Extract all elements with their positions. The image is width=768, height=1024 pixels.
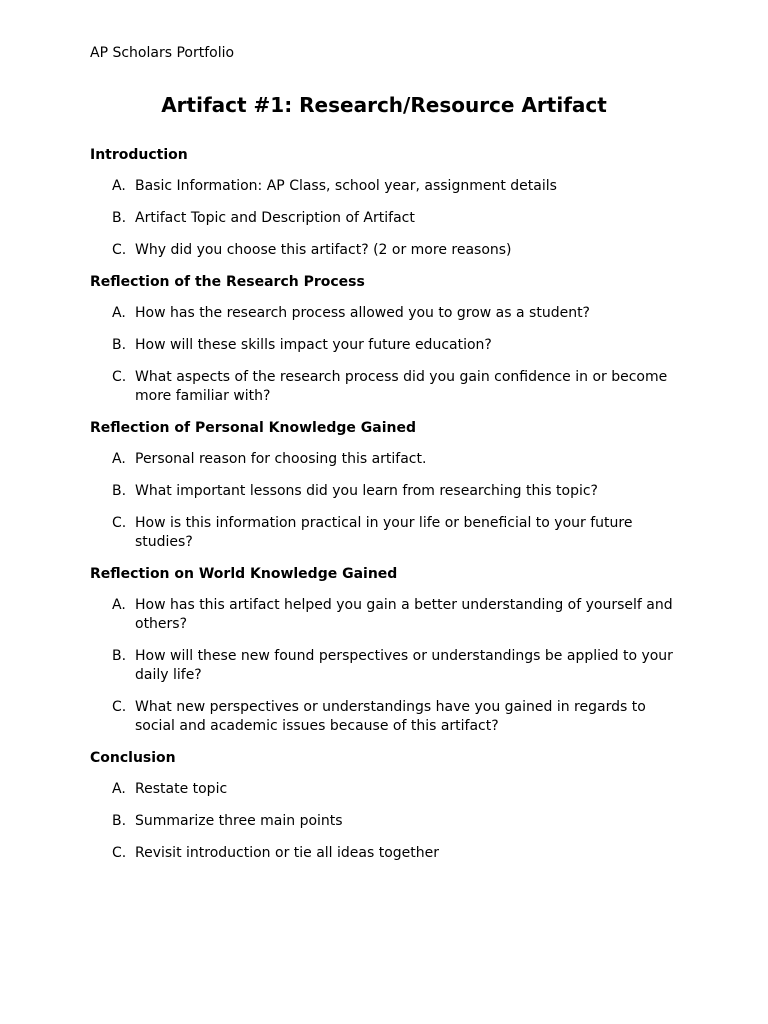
- list-item: [90, 336, 678, 355]
- list-item-text: How will these new found perspectives or understandings be applied to your daily life?: [135, 648, 673, 683]
- outline: [90, 146, 678, 863]
- list-item-text: Restate topic: [135, 781, 228, 797]
- list-item-text: What aspects of the research process did you gain confidence in or become more familiar with?: [135, 369, 668, 404]
- list-item: [90, 844, 678, 863]
- list-item: [90, 241, 678, 260]
- list-marker: C.: [112, 515, 127, 531]
- list-marker: A.: [112, 597, 126, 613]
- list-marker: B.: [112, 648, 127, 664]
- section-conclusion: [90, 749, 678, 863]
- list-item: [90, 698, 678, 736]
- list-item-text: Revisit introduction or tie all ideas together: [135, 845, 440, 861]
- list-marker: B.: [112, 483, 127, 499]
- section-introduction: [90, 146, 678, 260]
- list-marker: A.: [112, 305, 126, 321]
- section-heading: Reflection on World Knowledge Gained: [90, 566, 398, 582]
- item-list: [90, 780, 678, 863]
- section-heading: Introduction: [90, 147, 188, 163]
- list-item-text: What new perspectives or understandings have you gained in regards to social and academic issues because of this artifact?: [135, 699, 646, 734]
- list-item-text: How has the research process allowed you to grow as a student?: [135, 305, 590, 321]
- list-item-text: Why did you choose this artifact? (2 or more reasons): [135, 242, 512, 258]
- list-item-text: Basic Information: AP Class, school year, assignment details: [135, 178, 557, 194]
- list-item: [90, 647, 678, 685]
- list-item-text: Artifact Topic and Description of Artifact: [135, 210, 415, 226]
- list-item-text: How is this information practical in your life or beneficial to your future studies?: [135, 515, 633, 550]
- list-marker: A.: [112, 781, 126, 797]
- item-list: [90, 177, 678, 260]
- list-item-text: Summarize three main points: [135, 813, 343, 829]
- section-personal-knowledge: [90, 419, 678, 552]
- list-item: [90, 596, 678, 634]
- list-marker: B.: [112, 813, 127, 829]
- list-item: [90, 450, 678, 469]
- item-list: [90, 596, 678, 736]
- list-item: [90, 780, 678, 799]
- running-header: AP Scholars Portfolio: [90, 45, 235, 61]
- list-item: [90, 514, 678, 552]
- list-item: [90, 209, 678, 228]
- section-heading: Reflection of Personal Knowledge Gained: [90, 420, 416, 436]
- list-marker: A.: [112, 451, 126, 467]
- section-research-process: [90, 273, 678, 406]
- list-item: [90, 177, 678, 196]
- list-marker: C.: [112, 699, 127, 715]
- list-item-text: What important lessons did you learn from researching this topic?: [135, 483, 598, 499]
- section-heading: Conclusion: [90, 750, 176, 766]
- item-list: [90, 304, 678, 406]
- section-heading: Reflection of the Research Process: [90, 274, 365, 290]
- list-marker: B.: [112, 337, 127, 353]
- list-item: [90, 812, 678, 831]
- list-item: [90, 482, 678, 501]
- list-item-text: Personal reason for choosing this artifact.: [135, 451, 427, 467]
- list-item-text: How will these skills impact your future education?: [135, 337, 492, 353]
- list-marker: C.: [112, 845, 127, 861]
- page-title: Artifact #1: Research/Resource Artifact: [161, 93, 607, 117]
- list-item: [90, 304, 678, 323]
- list-item-text: How has this artifact helped you gain a better understanding of yourself and others?: [135, 597, 673, 632]
- list-marker: C.: [112, 242, 127, 258]
- item-list: [90, 450, 678, 552]
- list-marker: C.: [112, 369, 127, 385]
- list-marker: A.: [112, 178, 126, 194]
- section-world-knowledge: [90, 565, 678, 736]
- list-item: [90, 368, 678, 406]
- list-marker: B.: [112, 210, 127, 226]
